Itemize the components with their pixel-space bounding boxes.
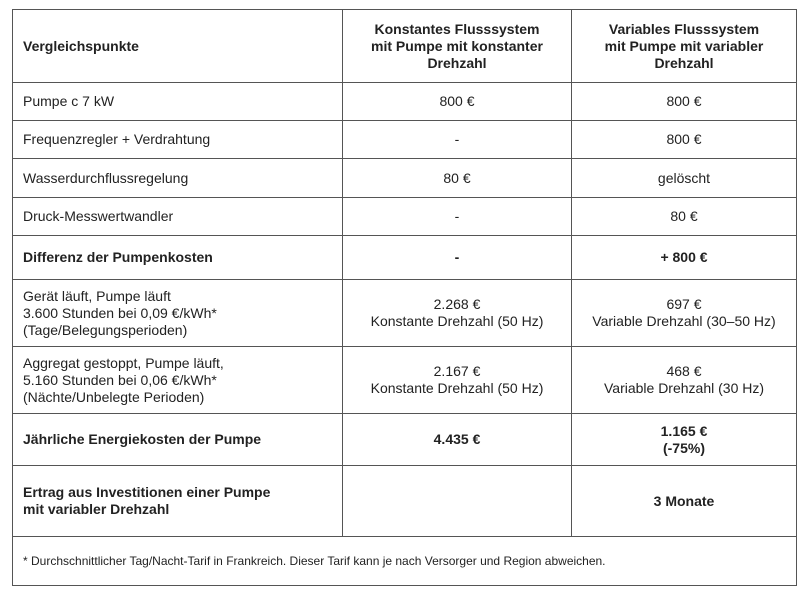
table-row	[13, 83, 797, 121]
row-label	[13, 121, 343, 159]
pump-comparison-table	[12, 9, 797, 586]
variable-value	[572, 466, 797, 537]
row-label	[13, 466, 343, 537]
constant-value-line: -	[454, 131, 460, 147]
row-label-line: Differenz der Pumpenkosten	[23, 249, 213, 265]
row-label-line: 5.160 Stunden bei 0,06 €/kWh*	[23, 371, 217, 388]
constant-value-line: -	[454, 249, 460, 265]
row-label-line: Pumpe c 7 kW	[23, 93, 115, 109]
header-col2-line: Konstantes Flusssystem	[374, 20, 540, 37]
row-label	[13, 414, 343, 466]
constant-value-line: 2.167 €	[433, 363, 481, 379]
variable-value-line: 800 €	[666, 131, 702, 147]
variable-value-line: + 800 €	[660, 249, 708, 265]
constant-value	[343, 280, 572, 347]
constant-value	[343, 83, 572, 121]
constant-value-line: 800 €	[439, 93, 475, 109]
constant-value-line: 4.435 €	[433, 431, 481, 447]
constant-value-line: 80 €	[443, 169, 471, 186]
constant-value	[343, 466, 572, 537]
variable-value	[572, 347, 797, 414]
comparison-table-wrapper	[12, 9, 796, 586]
header-col3-line: mit Pumpe mit variabler	[604, 37, 764, 54]
table-row-summary	[13, 466, 797, 537]
variable-value	[572, 414, 797, 466]
variable-value-line: 1.165 €	[660, 422, 708, 439]
row-label-line: Gerät läuft, Pumpe läuft	[23, 287, 171, 304]
table-row	[13, 121, 797, 159]
row-label	[13, 198, 343, 236]
row-label-line: Jährliche Energiekosten der Pumpe	[23, 431, 262, 447]
variable-value	[572, 280, 797, 347]
constant-value-line: Konstante Drehzahl (50 Hz)	[370, 313, 544, 329]
row-label-line: (Tage/Belegungsperioden)	[23, 321, 188, 338]
table-row-summary	[13, 236, 797, 280]
constant-value-line: Konstante Drehzahl (50 Hz)	[370, 380, 544, 396]
row-label-line: Druck-Messwertwandler	[23, 208, 174, 224]
variable-value	[572, 121, 797, 159]
variable-value-line: 80 €	[670, 208, 698, 224]
row-label	[13, 159, 343, 198]
header-col2-line: mit Pumpe mit konstanter	[371, 37, 543, 54]
row-label-line: Ertrag aus Investitionen einer Pumpe	[23, 484, 271, 500]
row-label	[13, 347, 343, 414]
constant-value	[343, 121, 572, 159]
header-col3-line: Drehzahl	[654, 54, 714, 71]
table-row	[13, 347, 797, 414]
row-label-line: (Nächte/Unbelegte Perioden)	[23, 388, 205, 405]
constant-value	[343, 347, 572, 414]
footnote-text: * Durchschnittlicher Tag/Nacht-Tarif in Frankreich. Dieser Tarif kann je nach Versorger und Region abweichen.	[23, 553, 606, 568]
row-label-line: mit variabler Drehzahl	[23, 501, 170, 517]
row-label-line: Wasserdurchflussregelung	[23, 169, 189, 186]
variable-value-line: Variable Drehzahl (30 Hz)	[603, 380, 765, 396]
row-label	[13, 280, 343, 347]
constant-value	[343, 236, 572, 280]
header-comparison-points	[13, 10, 343, 83]
row-label-line: Aggregat gestoppt, Pumpe läuft,	[23, 354, 224, 371]
header-col1-text: Vergleichspunkte	[23, 37, 139, 54]
variable-value-line: gelöscht	[657, 169, 711, 186]
header-col2-line: Drehzahl	[427, 54, 487, 71]
table-row	[13, 198, 797, 236]
footnote	[13, 537, 797, 586]
variable-value	[572, 236, 797, 280]
constant-value	[343, 414, 572, 466]
variable-value-line: 3 Monate	[653, 492, 715, 509]
variable-value-line: 697 €	[666, 296, 702, 312]
variable-value-line: 468 €	[666, 363, 702, 379]
row-label	[13, 83, 343, 121]
table-row	[13, 159, 797, 198]
variable-value	[572, 83, 797, 121]
constant-value	[343, 159, 572, 198]
constant-value	[343, 198, 572, 236]
footnote-row	[13, 537, 797, 586]
header-variable-system	[572, 10, 797, 83]
constant-value-line: 2.268 €	[433, 296, 481, 312]
row-label-line: 3.600 Stunden bei 0,09 €/kWh*	[23, 304, 217, 321]
row-label-line: Frequenzregler + Verdrahtung	[23, 131, 211, 147]
variable-value	[572, 198, 797, 236]
header-constant-system	[343, 10, 572, 83]
variable-value-line: 800 €	[666, 93, 702, 109]
variable-value	[572, 159, 797, 198]
table-row	[13, 280, 797, 347]
row-label	[13, 236, 343, 280]
header-col3-line: Variables Flusssystem	[608, 20, 760, 37]
constant-value-line: -	[454, 208, 460, 224]
variable-value-line: (-75%)	[662, 439, 705, 456]
variable-value-line: Variable Drehzahl (30–50 Hz)	[592, 313, 776, 329]
table-row-summary	[13, 414, 797, 466]
header-row	[13, 10, 797, 83]
